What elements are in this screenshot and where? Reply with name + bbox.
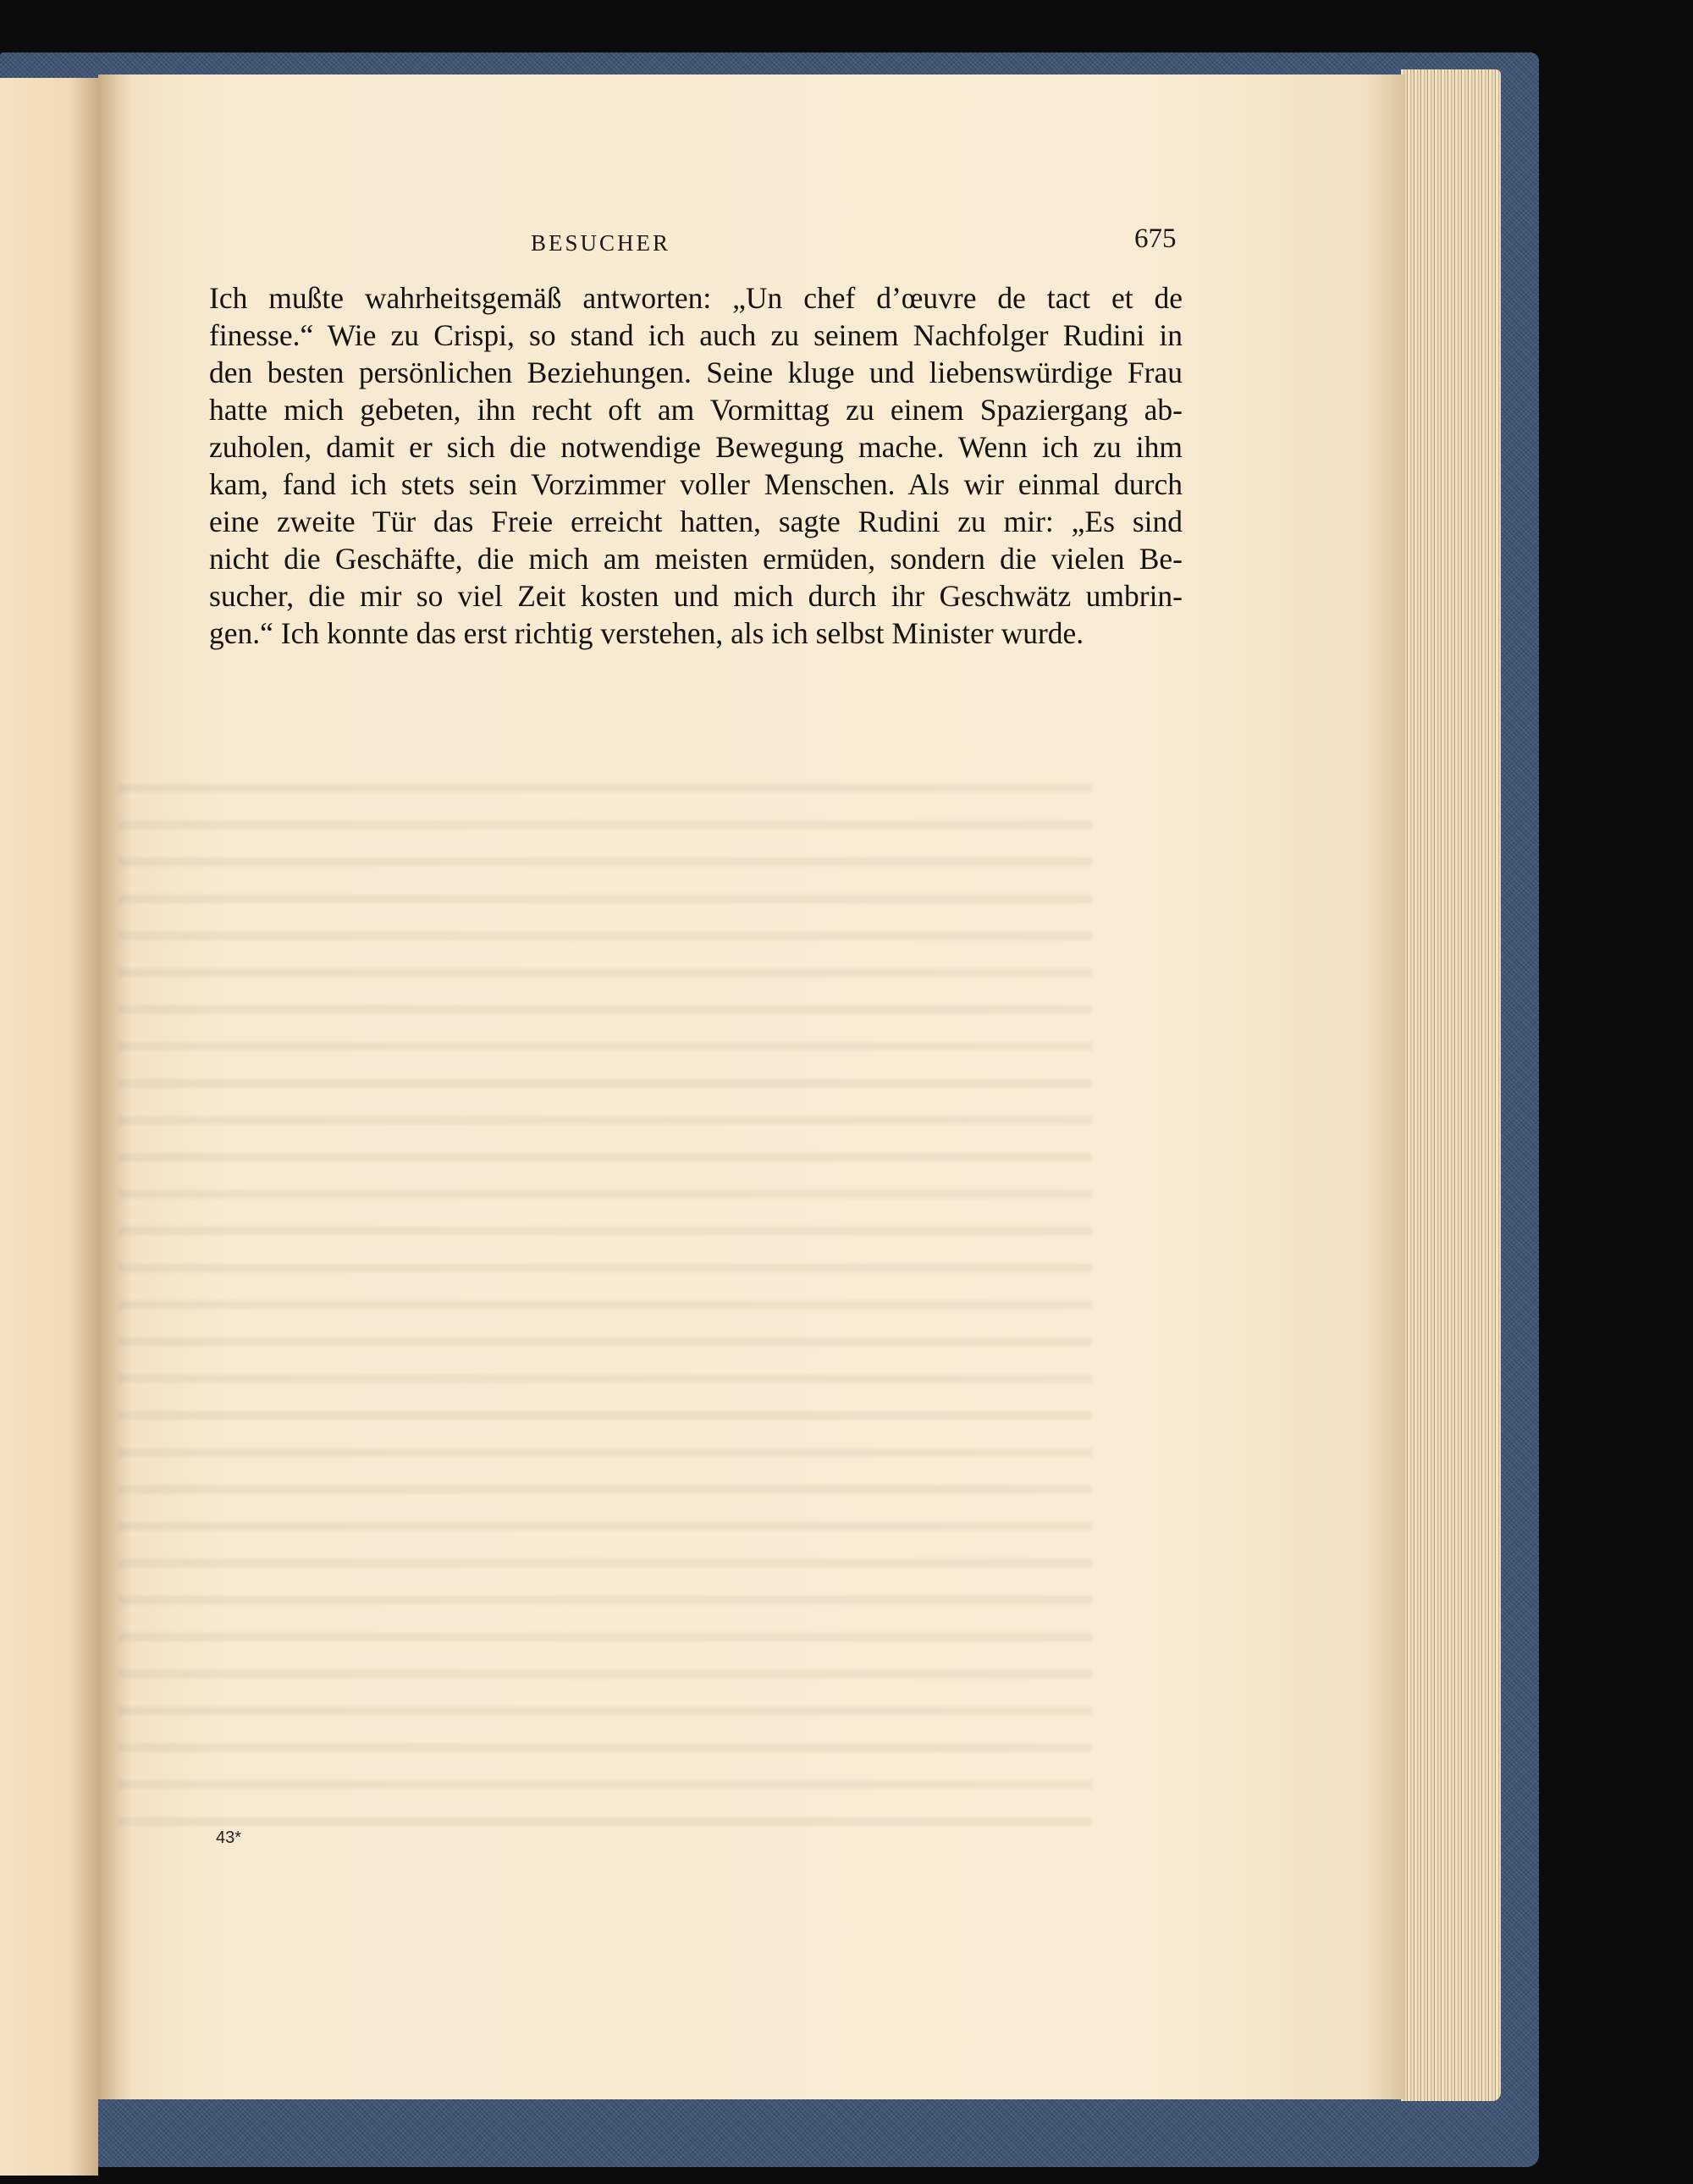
body-text xyxy=(209,279,1183,652)
text-line: eine zweite Tür das Freie erreicht hatten, sagte Rudini zu mir: „Es sind xyxy=(209,505,1183,538)
text-line: kam, fand ich stets sein Vorzimmer voller Menschen. Als wir einmal durch xyxy=(209,467,1183,501)
text-line: den besten persönlichen Beziehungen. Seine kluge und liebenswürdige Frau xyxy=(209,356,1183,389)
running-head: BESUCHER xyxy=(531,230,671,256)
reverse-side-show-through xyxy=(119,762,1092,1828)
text-line: gen.“ Ich konnte das erst richtig verstehen, als ich selbst Minister wurde. xyxy=(209,616,1084,650)
page-stack-edges xyxy=(1401,69,1501,2101)
text-line: hatte mich gebeten, ihn recht oft am Vormittag zu einem Spaziergang ab- xyxy=(209,393,1183,427)
page-number: 675 xyxy=(1134,223,1177,254)
signature-mark: 43* xyxy=(216,1828,242,1847)
text-line: Ich mußte wahrheitsgemäß antworten: „Un chef d’œuvre de tact et de xyxy=(209,281,1183,315)
text-line: sucher, die mir so viel Zeit kosten und mich durch ihr Geschwätz umbrin- xyxy=(209,579,1183,613)
text-line: nicht die Geschäfte, die mich am meisten ermüden, sondern die vielen Be- xyxy=(209,542,1183,576)
text-line: zuholen, damit er sich die notwendige Bewegung mache. Wenn ich zu ihm xyxy=(209,430,1183,464)
previous-page-edge xyxy=(0,78,98,2176)
text-line: finesse.“ Wie zu Crispi, so stand ich auch zu seinem Nachfolger Rudini in xyxy=(209,318,1183,352)
